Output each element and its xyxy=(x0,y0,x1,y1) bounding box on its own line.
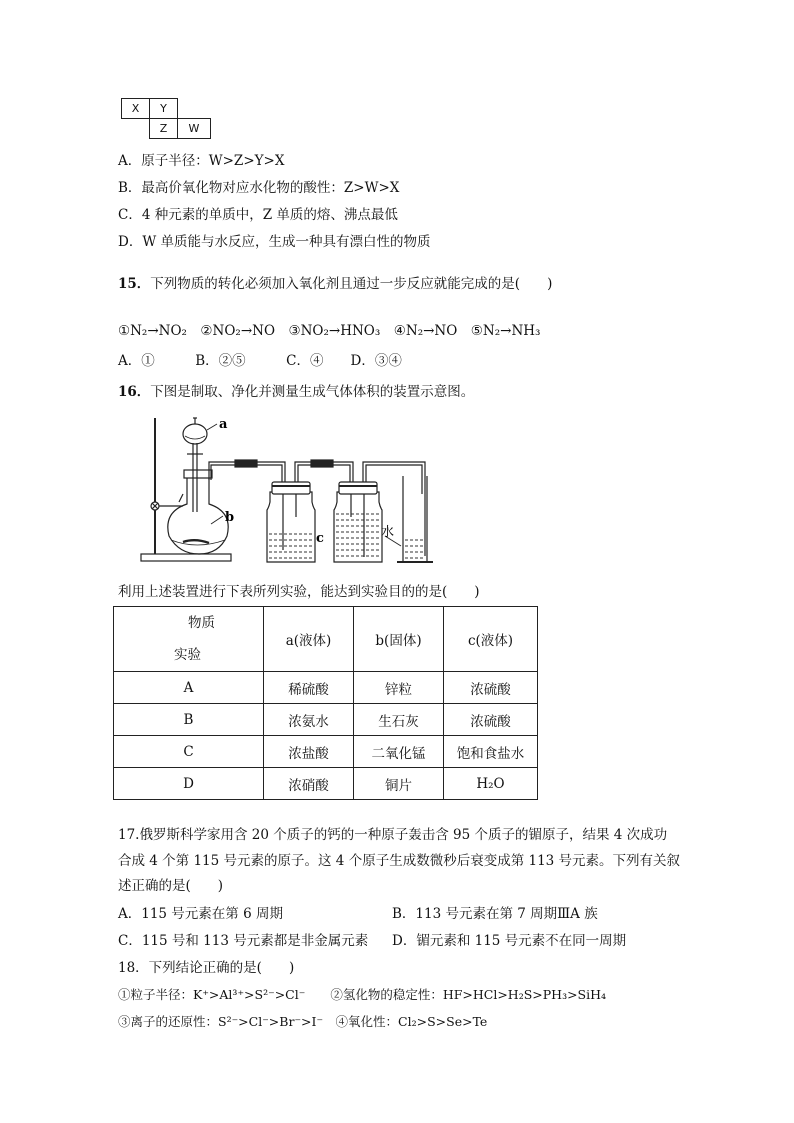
cell-exp: B xyxy=(114,704,264,736)
experiment-table xyxy=(113,606,538,800)
cell-c: H₂O xyxy=(444,768,538,800)
q15-items: ①N₂→NO₂ ②NO₂→NO ③NO₂→HNO₃ ④N₂→NO ⑤N₂→NH₃ xyxy=(118,323,541,339)
q15-stem xyxy=(118,275,552,293)
q18-items-3-4: ③离子的还原性：S²⁻>Cl⁻>Br⁻>I⁻ ④氧化性：Cl₂>S>Se>Te xyxy=(118,1014,488,1029)
q14-option-c: C．4 种元素的单质中，Z 单质的熔、沸点最低 xyxy=(118,207,398,223)
table-row xyxy=(114,704,538,736)
label-b: b xyxy=(225,510,235,525)
q14-option-d: D．W 单质能与水反应，生成一种具有漂白性的物质 xyxy=(118,234,431,250)
element-position-table xyxy=(121,98,213,143)
cell-c: 浓硫酸 xyxy=(444,672,538,704)
header-col-b: b(固体) xyxy=(354,607,444,672)
cell-c: 浓硫酸 xyxy=(444,704,538,736)
q16-prompt: 利用上述装置进行下表所列实验，能达到实验目的的是( ) xyxy=(118,584,480,600)
label-water: 水 xyxy=(381,525,395,540)
q16-stem-text: 下图是制取、净化并测量生成气体体积的装置示意图。 xyxy=(150,384,475,400)
cell-exp: C xyxy=(114,736,264,768)
q15-stem-text: 下列物质的转化必须加入氧化剂且通过一步反应就能完成的是( ) xyxy=(150,276,553,292)
cell-exp: D xyxy=(114,768,264,800)
cell-y: Y xyxy=(149,98,178,119)
cell-b: 二氧化锰 xyxy=(354,736,444,768)
q15-choices: A．① B．②⑤ C．④ D．③④ xyxy=(118,353,402,369)
q16-number: 16． xyxy=(118,384,151,400)
cell-w: W xyxy=(177,118,211,139)
header-col-a: a(液体) xyxy=(264,607,354,672)
q17-line-3: 述正确的是( ) xyxy=(118,878,224,894)
cell-a: 浓盐酸 xyxy=(264,736,354,768)
gas-apparatus-diagram xyxy=(135,412,435,568)
table-row xyxy=(114,672,538,704)
header-experiment: 实验 xyxy=(174,647,201,663)
label-a: a xyxy=(219,417,228,432)
cell-a: 浓硝酸 xyxy=(264,768,354,800)
q14-option-b: B．最高价氧化物对应水化物的酸性：Z>W>X xyxy=(118,180,400,196)
header-substance: 物质 xyxy=(188,615,215,631)
q16-stem xyxy=(118,383,474,401)
cell-c: 饱和食盐水 xyxy=(444,736,538,768)
cell-a: 浓氨水 xyxy=(264,704,354,736)
cell-a: 稀硫酸 xyxy=(264,672,354,704)
label-c: c xyxy=(316,531,324,546)
cell-b: 铜片 xyxy=(354,768,444,800)
q18-stem: 18．下列结论正确的是( ) xyxy=(118,960,295,976)
cell-x: X xyxy=(121,98,150,119)
cell-b: 生石灰 xyxy=(354,704,444,736)
q17-line-2: 合成 4 个第 115 号元素的原子。这 4 个原子生成数微秒后衰变成第 113 号元素。下列有关叙 xyxy=(118,853,681,869)
q17-option-b: B．113 号元素在第 7 周期ⅢA 族 xyxy=(392,906,598,922)
cell-z: Z xyxy=(149,118,178,139)
table-row xyxy=(114,768,538,800)
q14-option-a: A．原子半径：W>Z>Y>X xyxy=(118,153,285,169)
cell-b: 锌粒 xyxy=(354,672,444,704)
q17-option-a: A．115 号元素在第 6 周期 xyxy=(118,906,283,922)
q15-number: 15． xyxy=(118,276,151,292)
q18-items-1-2: ①粒子半径：K⁺>Al³⁺>S²⁻>Cl⁻ ②氢化物的稳定性：HF>HCl>H₂S>PH₃>SiH₄ xyxy=(118,987,607,1002)
cell-exp: A xyxy=(114,672,264,704)
header-diagonal-cell xyxy=(114,607,264,672)
table-row xyxy=(114,736,538,768)
q17-line-1: 17.俄罗斯科学家用含 20 个质子的钙的一种原子轰击含 95 个质子的镅原子，结果 4 次成功 xyxy=(118,827,668,843)
q17-option-c: C．115 号和 113 号元素都是非金属元素 xyxy=(118,933,369,949)
q17-option-d: D．镅元素和 115 号元素不在同一周期 xyxy=(392,933,627,949)
header-col-c: c(液体) xyxy=(444,607,538,672)
